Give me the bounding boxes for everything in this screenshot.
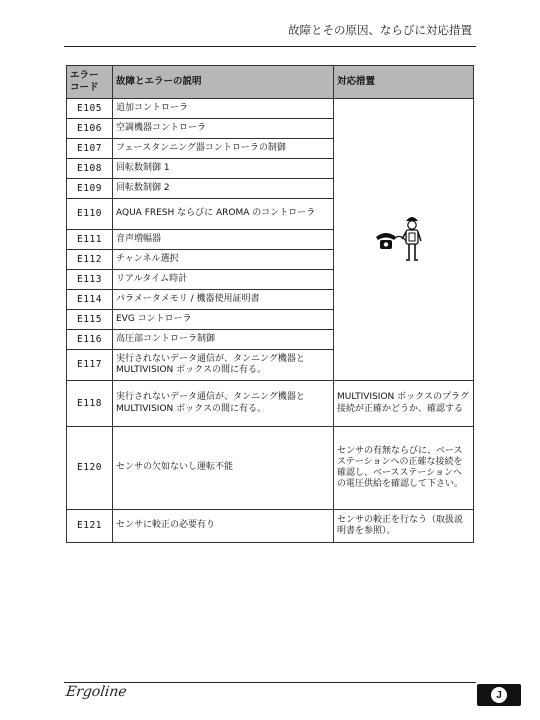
table-row	[67, 99, 474, 119]
error-code: E106	[67, 119, 113, 139]
error-code: E113	[67, 270, 113, 290]
error-description: 音声増幅器	[113, 230, 334, 250]
table-row	[67, 510, 474, 543]
error-action: センサの有無ならびに、ベースステーションへの正確な接続を確認し、ベースステーションへの電圧供給を確認して下さい。	[334, 427, 474, 510]
error-description: 回転数制御 1	[113, 159, 334, 179]
error-description: 追加コントローラ	[113, 99, 334, 119]
error-description: EVG コントローラ	[113, 310, 334, 330]
table-row	[67, 427, 474, 510]
header-description: 故障とエラーの説明	[113, 66, 334, 99]
error-code: E108	[67, 159, 113, 179]
error-description: センサの欠如ないし運転不能	[113, 427, 334, 510]
table-header-row	[67, 66, 474, 99]
error-code: E116	[67, 330, 113, 350]
error-description: 空調機器コントローラ	[113, 119, 334, 139]
error-code-table	[66, 65, 474, 543]
header-action: 対応措置	[334, 66, 474, 99]
error-description: 実行されないデータ通信が、タンニング機器と MULTIVISION ボックスの間に有る。	[113, 381, 334, 427]
error-code: E120	[67, 427, 113, 510]
error-description: 高圧部コントローラ制御	[113, 330, 334, 350]
error-code: E115	[67, 310, 113, 330]
error-code: E118	[67, 381, 113, 427]
error-code: E110	[67, 199, 113, 230]
merged-action-cell	[334, 99, 474, 381]
error-action: センサの較正を行なう（取扱説明書を参照）。	[334, 510, 474, 543]
error-description: リアルタイム時計	[113, 270, 334, 290]
error-action: MULTIVISION ボックスのプラグ接続が正確かどうか、確認する	[334, 381, 474, 427]
header-error-code: エラー コード	[67, 66, 113, 99]
table-row	[67, 381, 474, 427]
error-description: チャンネル選択	[113, 250, 334, 270]
page-header-title: 故障とその原因、ならびに対応措置	[288, 23, 472, 37]
error-code: E107	[67, 139, 113, 159]
brand-logo: Ergoline	[64, 684, 128, 700]
error-description: 実行されないデータ通信が、タンニング機器と MULTIVISION ボックスの間に有る。	[113, 350, 334, 381]
service-technician-phone-icon	[372, 209, 436, 265]
error-code: E111	[67, 230, 113, 250]
language-marker-letter: J	[491, 687, 507, 703]
error-description: 回転数制御 2	[113, 179, 334, 199]
error-code: E112	[67, 250, 113, 270]
error-description: フェースタンニング器コントローラの制御	[113, 139, 334, 159]
footer-divider	[64, 682, 476, 683]
error-description: パラメータメモリ / 機器使用証明書	[113, 290, 334, 310]
error-code: E105	[67, 99, 113, 119]
error-description: AQUA FRESH ならびに AROMA のコントローラ	[113, 199, 334, 230]
error-code: E114	[67, 290, 113, 310]
language-marker-badge	[477, 684, 521, 706]
error-code: E109	[67, 179, 113, 199]
error-code: E121	[67, 510, 113, 543]
header-divider	[64, 46, 476, 47]
error-code: E117	[67, 350, 113, 381]
error-description: センサに較正の必要有り	[113, 510, 334, 543]
